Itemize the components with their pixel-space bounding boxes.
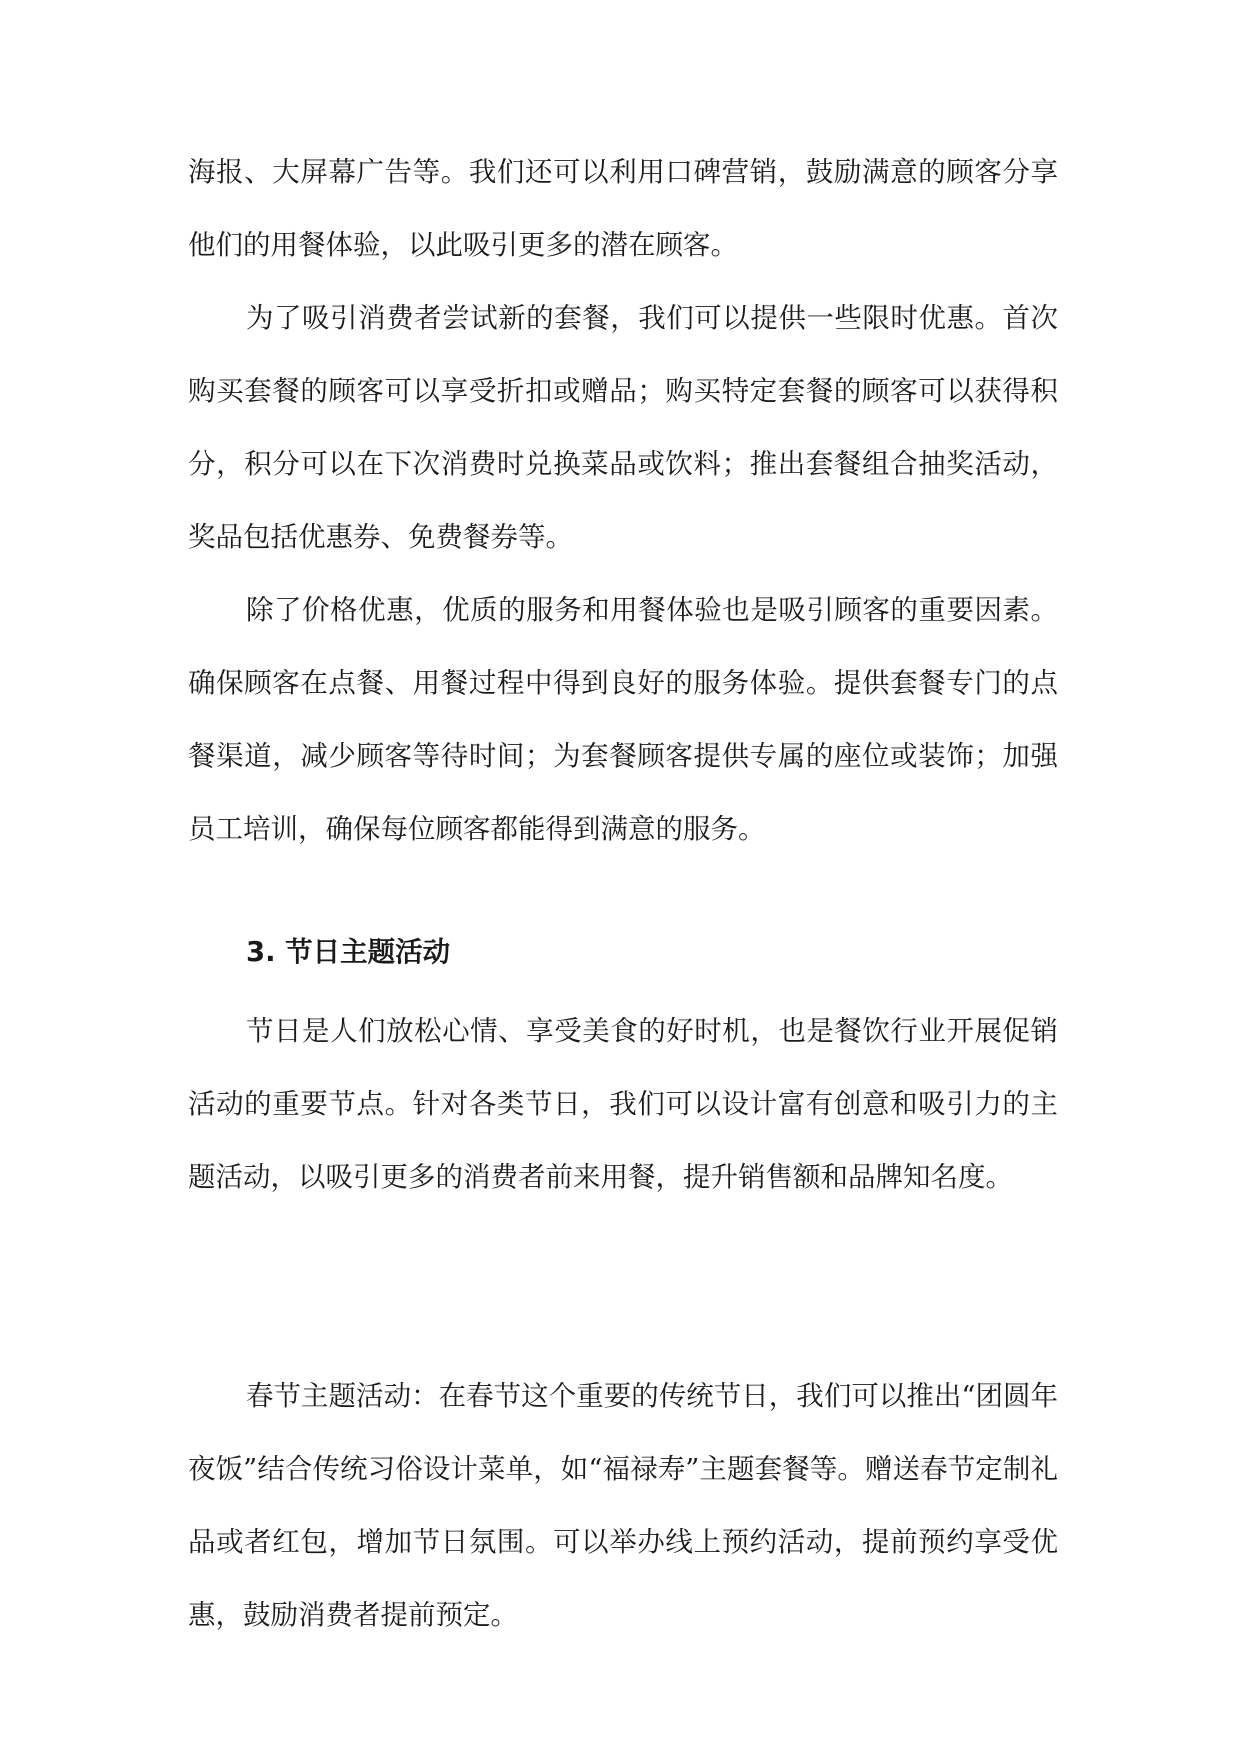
paragraph-text: 为了吸引消费者尝试新的套餐，我们可以提供一些限时优惠。首次购买套餐的顾客可以享受折扣或赠品；购买特定套餐的顾客可以获得积分，积分可以在下次消费时兑换菜品或饮料；推出套餐组合抽奖活动，奖品包括优惠券、免费餐券等。 bbox=[188, 302, 1058, 553]
paragraph-text: 节日是人们放松心情、享受美食的好时机，也是餐饮行业开展促销活动的重要节点。针对各类节日，我们可以设计富有创意和吸引力的主题活动，以吸引更多的消费者前来用餐，提升销售额和品牌知名度。 bbox=[188, 1015, 1058, 1193]
section-heading: 3. 节日主题活动 bbox=[246, 936, 451, 968]
paragraph-continuation bbox=[188, 136, 1058, 282]
paragraph-limited-offers bbox=[188, 282, 1058, 574]
paragraph-service-experience bbox=[188, 574, 1058, 866]
paragraph-festival-intro bbox=[188, 995, 1058, 1214]
paragraph-text: 春节主题活动：在春节这个重要的传统节日，我们可以推出“团圆年夜饭”结合传统习俗设计菜单，如“福禄寿”主题套餐等。赠送春节定制礼品或者红包，增加节日氛围。可以举办线上预约活动，提前预约享受优惠，鼓励消费者提前预定。 bbox=[188, 1380, 1058, 1631]
paragraph-text: 海报、大屏幕广告等。我们还可以利用口碑营销，鼓励满意的顾客分享他们的用餐体验，以此吸引更多的潜在顾客。 bbox=[188, 156, 1058, 261]
paragraph-spring-festival bbox=[188, 1360, 1058, 1652]
paragraph-text: 除了价格优惠，优质的服务和用餐体验也是吸引顾客的重要因素。确保顾客在点餐、用餐过程中得到良好的服务体验。提供套餐专门的点餐渠道，减少顾客等待时间；为套餐顾客提供专属的座位或装饰；加强员工培训，确保每位顾客都能得到满意的服务。 bbox=[188, 594, 1058, 845]
